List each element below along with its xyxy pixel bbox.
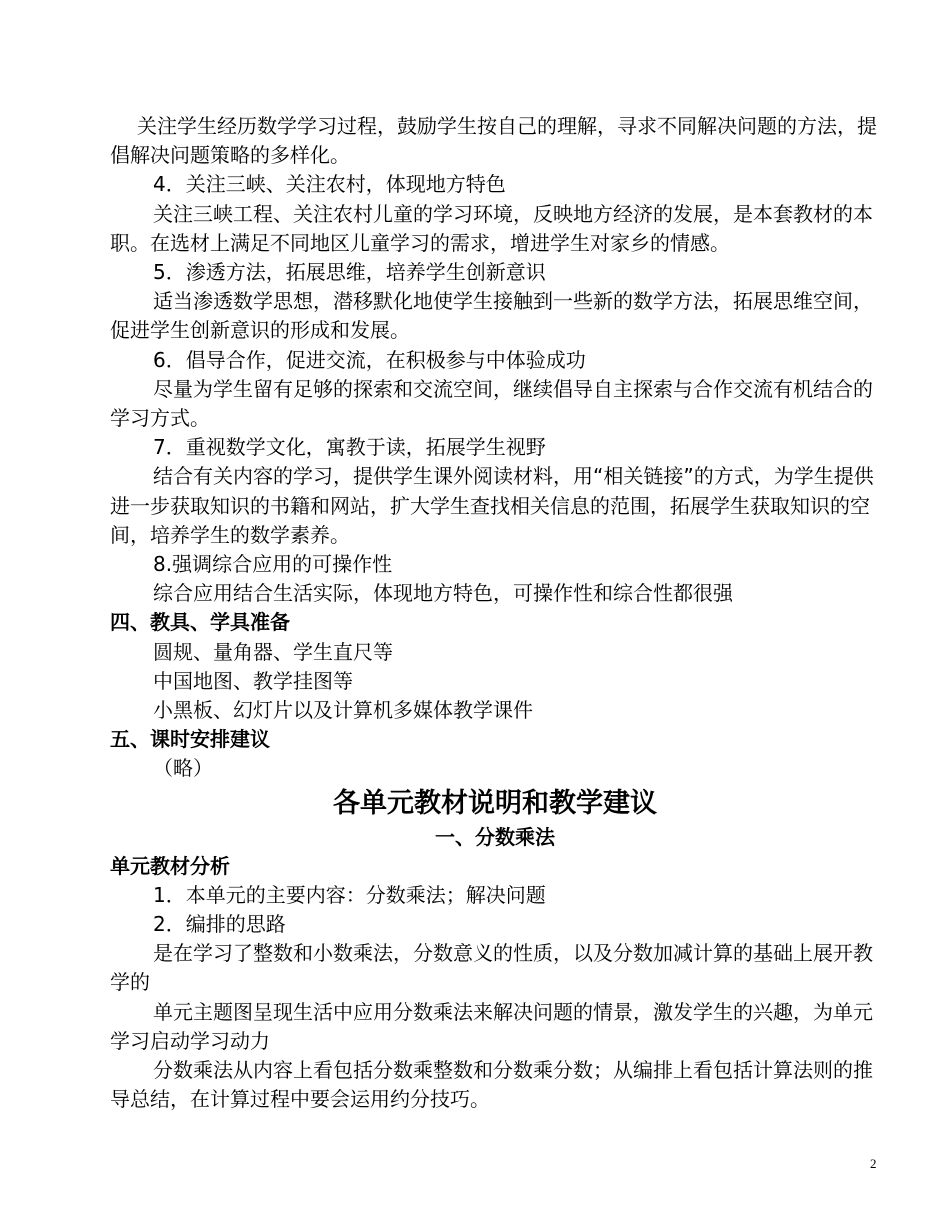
bottom-paragraph: 是在学习了整数和小数乘法，分数意义的性质，以及分数加减计算的基础上展开教学的 <box>110 941 873 995</box>
top-paragraph: 5．渗透方法，拓展思维，培养学生创新意识 <box>153 260 546 285</box>
section-subtitle: 一、分数乘法 <box>435 824 555 849</box>
document-body <box>110 112 880 1115</box>
bottom-paragraph: 2．编排的思路 <box>153 912 286 937</box>
bottom-paragraph: 分数乘法从内容上看包括分数乘整数和分数乘分数；从编排上看包括计算法则的推导总结，在计算过程中要会运用约分技巧。 <box>110 1058 873 1112</box>
section-title: 各单元教材说明和教学建议 <box>333 787 657 819</box>
bottom-heading: 单元教材分析 <box>110 853 230 878</box>
top-heading: 四、教具、学具准备 <box>110 610 290 635</box>
top-heading: 五、课时安排建议 <box>110 727 270 752</box>
top-paragraph: 结合有关内容的学习，提供学生课外阅读材料，用“相关链接”的方式，为学生提供进一步获取知识的书籍和网站，扩大学生查找相关信息的范围，拓展学生获取知识的空间，培养学生的数学素养。 <box>110 464 874 547</box>
top-paragraph: 关注学生经历数学学习过程，鼓励学生按自己的理解，寻求不同解决问题的方法，提倡解决问题策略的多样化。 <box>110 114 877 168</box>
top-paragraph: 8.强调综合应用的可操作性 <box>153 552 393 577</box>
page-number: 2 <box>870 1156 877 1171</box>
top-paragraph: 综合应用结合生活实际，体现地方特色，可操作性和综合性都很强 <box>153 581 733 606</box>
body-top-section <box>110 112 880 784</box>
top-paragraph: 关注三峡工程、关注农村儿童的学习环境，反映地方经济的发展，是本套教材的本职。在选材上满足不同地区儿童学习的需求，增进学生对家乡的情感。 <box>110 201 873 255</box>
top-paragraph: 4．关注三峡、关注农村，体现地方特色 <box>153 172 506 197</box>
top-paragraph: 中国地图、教学挂图等 <box>153 668 353 693</box>
top-paragraph: 适当渗透数学思想，潜移默化地使学生接触到一些新的数学方法，拓展思维空间，促进学生创新意识的形成和发展。 <box>110 289 873 343</box>
top-paragraph: 小黑板、幻灯片以及计算机多媒体教学课件 <box>153 698 533 723</box>
top-paragraph: 6．倡导合作，促进交流，在积极参与中体验成功 <box>153 347 586 372</box>
top-paragraph: 圆规、量角器、学生直尺等 <box>153 639 393 664</box>
top-paragraph: （略） <box>153 756 213 781</box>
top-paragraph: 7．重视数学文化，寓教于读，拓展学生视野 <box>153 435 546 460</box>
bottom-paragraph: 1．本单元的主要内容：分数乘法；解决问题 <box>153 882 546 907</box>
body-bottom-section <box>110 852 880 1115</box>
bottom-paragraph: 单元主题图呈现生活中应用分数乘法来解决问题的情景，激发学生的兴趣，为单元学习启动学习动力 <box>110 999 873 1053</box>
top-paragraph: 尽量为学生留有足够的探索和交流空间，继续倡导自主探索与合作交流有机结合的学习方式。 <box>110 376 873 431</box>
